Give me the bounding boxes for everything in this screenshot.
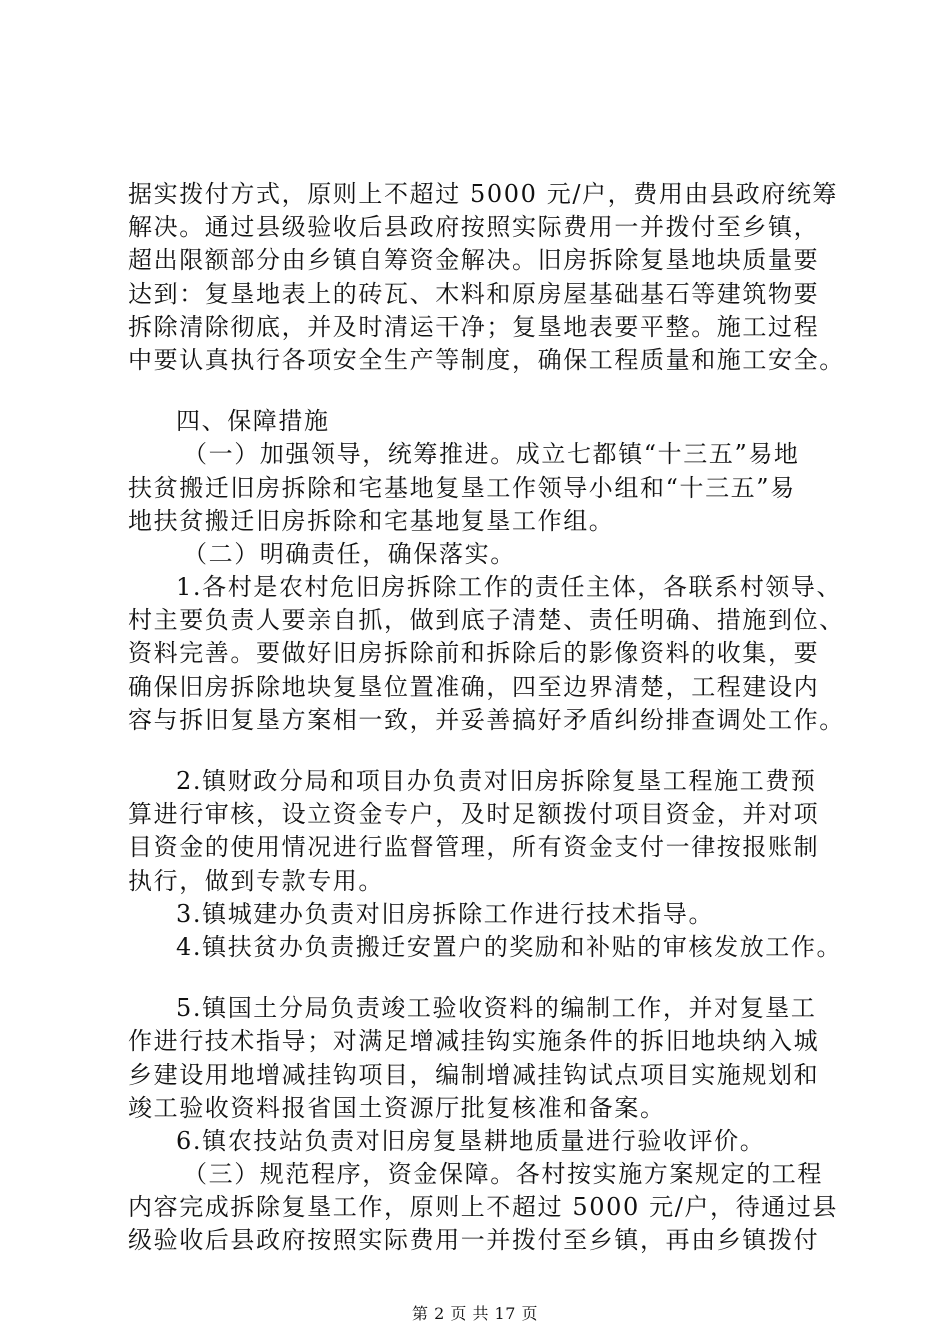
text-line: 2.镇财政分局和项目办负责对旧房拆除复垦工程施工费预 <box>176 767 817 795</box>
subsection-responsibility-heading: （二）明确责任，确保落实。 <box>183 539 516 568</box>
text-line: 超出限额部分由乡镇自筹资金解决。旧房拆除复垦地块质量要 <box>128 246 820 275</box>
text-line: 达到：复垦地表上的砖瓦、木料和原房屋基础基石等建筑物要 <box>128 279 820 308</box>
text-line: 目资金的使用情况进行监督管理，所有资金支付一律按报账制 <box>128 833 820 862</box>
list-item-3: 3.镇城建办负责对旧房拆除工作进行技术指导。 <box>176 899 715 928</box>
page-number-footer: 第 2 页 共 17 页 <box>412 1304 538 1323</box>
subsection-funding <box>128 1158 839 1258</box>
text-line: 算进行审核，设立资金专户，及时足额拨付项目资金，并对项 <box>128 800 820 829</box>
list-item-2 <box>128 765 834 898</box>
subsection-leadership <box>128 438 834 538</box>
text-line: 确保旧房拆除地块复垦位置准确，四至边界清楚，工程建设内 <box>128 672 820 701</box>
paragraph-costs <box>128 178 845 377</box>
section-heading: 四、保障措施 <box>176 407 330 436</box>
text-line: 村主要负责人要亲自抓，做到底子清楚、责任明确、措施到位、 <box>128 606 845 635</box>
text-line: 据实拨付方式，原则上不超过 5000 元/户，费用由县政府统筹 <box>128 180 839 208</box>
text-line: 容与拆旧复垦方案相一致，并妥善搞好矛盾纠纷排查调处工作。 <box>128 705 845 734</box>
list-item-1 <box>128 571 845 737</box>
text-line: 扶贫搬迁旧房拆除和宅基地复垦工作领导小组和“十三五”易 <box>128 473 796 502</box>
text-line: 执行，做到专款专用。 <box>128 866 384 895</box>
text-line: （一）加强领导，统筹推进。成立七都镇“十三五”易地 <box>183 440 800 469</box>
text-line: 拆除清除彻底，并及时清运干净；复垦地表要平整。施工过程 <box>128 312 820 341</box>
paragraph-gap <box>128 377 834 405</box>
text-line: 级验收后县政府按照实际费用一并拨付至乡镇，再由乡镇拨付 <box>128 1226 820 1255</box>
paragraph-gap <box>128 737 834 765</box>
list-item-4: 4.镇扶贫办负责搬迁安置户的奖励和补贴的审核发放工作。 <box>176 932 843 961</box>
list-item-5 <box>128 992 834 1125</box>
text-line: 乡建设用地增减挂钩项目，编制增减挂钩试点项目实施规划和 <box>128 1060 820 1089</box>
text-line: 1.各村是农村危旧房拆除工作的责任主体，各联系村领导、 <box>176 573 843 602</box>
text-line: 5.镇国土分局负责竣工验收资料的编制工作，并对复垦工 <box>176 994 817 1023</box>
text-line: 作进行技术指导；对满足增减挂钩实施条件的拆旧地块纳入城 <box>128 1027 820 1056</box>
text-line: 资料完善。要做好旧房拆除前和拆除后的影像资料的收集，要 <box>128 639 820 668</box>
text-line: 地扶贫搬迁旧房拆除和宅基地复垦工作组。 <box>128 506 615 535</box>
document-body <box>128 178 845 1258</box>
text-line: （三）规范程序，资金保障。各村按实施方案规定的工程 <box>183 1160 823 1189</box>
text-line: 竣工验收资料报省国土资源厅批复核准和备案。 <box>128 1093 666 1122</box>
text-line: 解决。通过县级验收后县政府按照实际费用一并拨付至乡镇， <box>128 213 820 242</box>
list-item-6: 6.镇农技站负责对旧房复垦耕地质量进行验收评价。 <box>176 1126 766 1155</box>
paragraph-gap <box>128 964 834 992</box>
text-line: 内容完成拆除复垦工作，原则上不超过 5000 元/户，待通过县 <box>128 1193 839 1222</box>
text-line: 中要认真执行各项安全生产等制度，确保工程质量和施工安全。 <box>128 345 845 374</box>
